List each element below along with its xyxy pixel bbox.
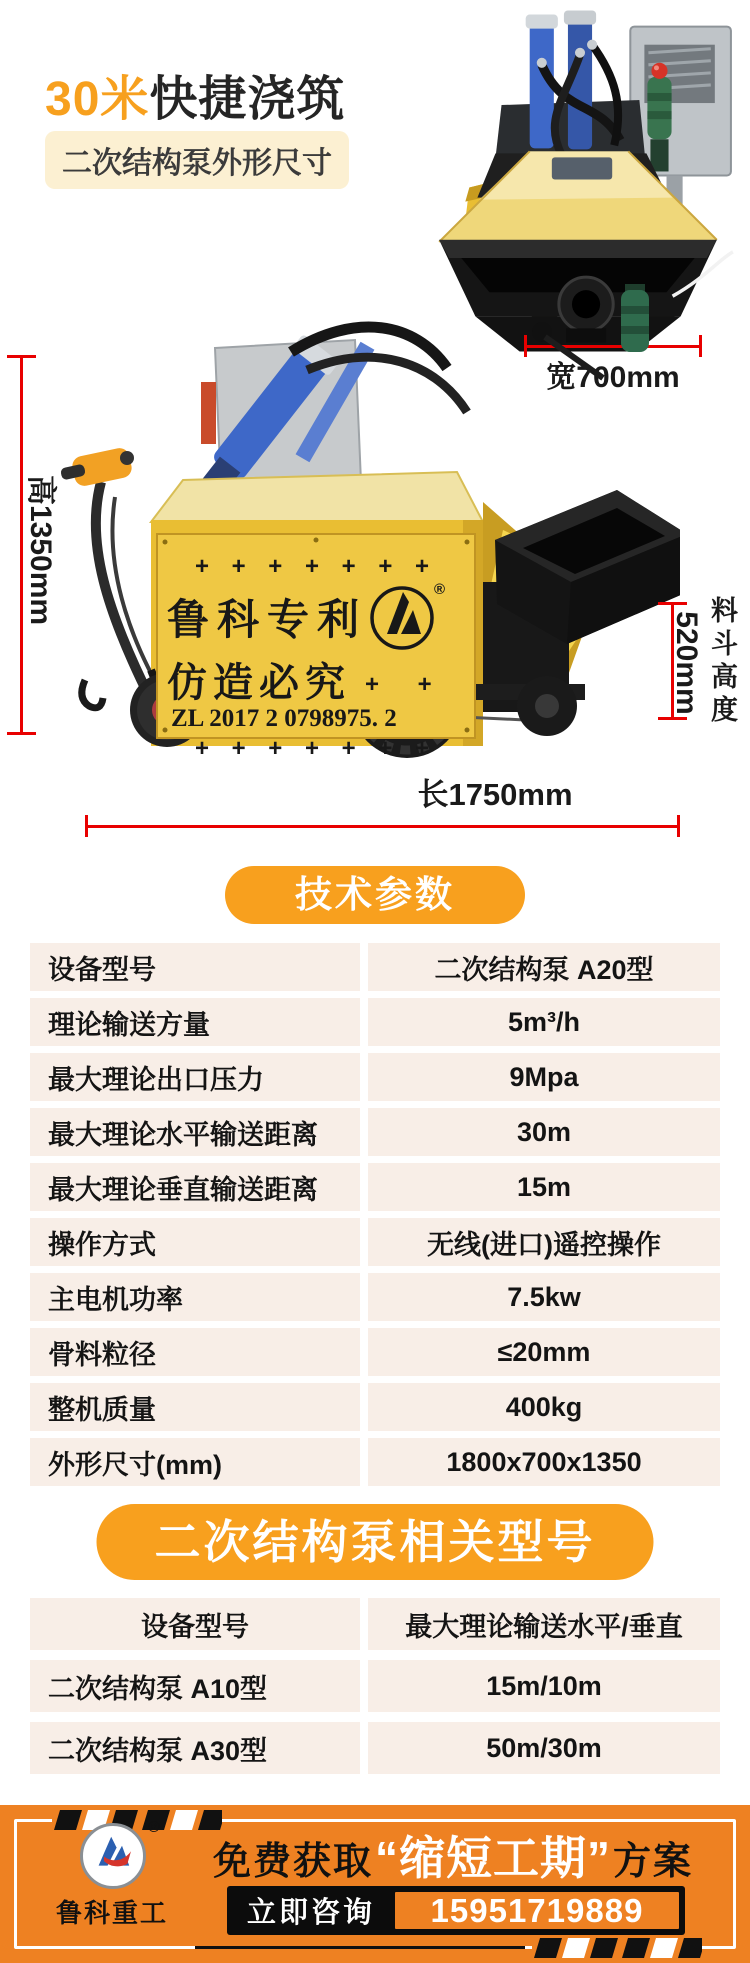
hazard-stripes-icon bbox=[532, 1935, 702, 1961]
table-row bbox=[30, 1438, 720, 1486]
model-value: 15m/10m bbox=[368, 1660, 720, 1712]
cta-bar[interactable] bbox=[227, 1886, 685, 1935]
spec-label: 最大理论垂直输送距离 bbox=[30, 1163, 360, 1211]
table-row bbox=[30, 943, 720, 991]
table-row bbox=[30, 1108, 720, 1156]
table-row bbox=[30, 998, 720, 1046]
models-header-label: 设备型号 bbox=[30, 1598, 360, 1650]
promo-headline bbox=[213, 1822, 738, 1888]
footer-black-line bbox=[195, 1946, 525, 1949]
plate-plus-bottom: + + + + + + + bbox=[194, 735, 438, 762]
models-table bbox=[30, 1598, 720, 1784]
spec-label: 设备型号 bbox=[30, 943, 360, 991]
models-heading: 二次结构泵相关型号 bbox=[97, 1504, 654, 1580]
spec-label: 外形尺寸(mm) bbox=[30, 1438, 360, 1486]
length-dimension-label: 长1750mm bbox=[417, 777, 573, 812]
patent-warning-text: 仿造必究 bbox=[167, 660, 351, 705]
spec-value: 无线(进口)遥控操作 bbox=[368, 1218, 720, 1266]
spec-value: 400kg bbox=[368, 1383, 720, 1431]
specs-heading: 技术参数 bbox=[225, 866, 525, 924]
height-dimension-label: 高1350mm bbox=[24, 474, 57, 626]
hopper-dimension-text: 料斗高度 bbox=[707, 596, 737, 728]
table-row bbox=[30, 1053, 720, 1101]
brand-logo-icon bbox=[80, 1823, 146, 1889]
table-row bbox=[30, 1660, 720, 1712]
promo-suffix: 方案 bbox=[613, 1841, 694, 1883]
registered-mark: ® bbox=[148, 1819, 160, 1836]
page-title bbox=[45, 60, 345, 129]
plate-plus-mid: + + bbox=[365, 671, 448, 698]
models-header-value: 最大理论输送水平/垂直 bbox=[368, 1598, 720, 1650]
footer-banner bbox=[0, 1805, 750, 1963]
promo-prefix: 免费获取 bbox=[213, 1841, 374, 1883]
spec-label: 整机质量 bbox=[30, 1383, 360, 1431]
patent-number-text: ZL 2017 2 0798975. 2 bbox=[171, 705, 397, 732]
subtitle-badge: 二次结构泵外形尺寸 bbox=[45, 131, 349, 189]
table-row bbox=[30, 1273, 720, 1321]
brand-name: 鲁科重工 bbox=[55, 1899, 168, 1928]
spec-label: 主电机功率 bbox=[30, 1273, 360, 1321]
spec-label: 操作方式 bbox=[30, 1218, 360, 1266]
plate-plus-top: + + + + + + + bbox=[194, 553, 438, 580]
phone-number[interactable]: 15951719889 bbox=[395, 1892, 679, 1929]
specs-table bbox=[30, 943, 720, 1493]
width-dimension-label: 宽700mm bbox=[546, 361, 680, 394]
spec-value: 9Mpa bbox=[368, 1053, 720, 1101]
spec-label: 最大理论水平输送距离 bbox=[30, 1108, 360, 1156]
promo-quoted: “缩短工期” bbox=[375, 1832, 612, 1884]
spec-label: 骨料粒径 bbox=[30, 1328, 360, 1376]
model-label: 二次结构泵 A10型 bbox=[30, 1660, 360, 1712]
title-highlight: 30米 bbox=[45, 73, 150, 126]
spec-label: 理论输送方量 bbox=[30, 998, 360, 1046]
patent-title-text: 鲁科专利 bbox=[167, 598, 368, 644]
model-value: 50m/30m bbox=[368, 1722, 720, 1774]
spec-value: ≤20mm bbox=[368, 1328, 720, 1376]
table-row bbox=[30, 1328, 720, 1376]
table-header-row bbox=[30, 1598, 720, 1650]
spec-value: 7.5kw bbox=[368, 1273, 720, 1321]
spec-value: 二次结构泵 A20型 bbox=[368, 943, 720, 991]
title-rest: 快捷浇筑 bbox=[149, 73, 346, 126]
machine-side-photo bbox=[55, 282, 680, 762]
spec-value: 5m³/h bbox=[368, 998, 720, 1046]
model-label: 二次结构泵 A30型 bbox=[30, 1722, 360, 1774]
table-row bbox=[30, 1163, 720, 1211]
spec-label: 最大理论出口压力 bbox=[30, 1053, 360, 1101]
hopper-dimension-value: 520mm bbox=[670, 611, 703, 715]
spec-value: 30m bbox=[368, 1108, 720, 1156]
consult-now-button[interactable]: 立即咨询 bbox=[246, 1897, 375, 1929]
length-dimension-line bbox=[85, 825, 680, 828]
spec-value: 1800x700x1350 bbox=[368, 1438, 720, 1486]
spec-value: 15m bbox=[368, 1163, 720, 1211]
table-row bbox=[30, 1218, 720, 1266]
plate-registered-mark: ® bbox=[434, 581, 446, 598]
table-row bbox=[30, 1383, 720, 1431]
table-row bbox=[30, 1722, 720, 1774]
